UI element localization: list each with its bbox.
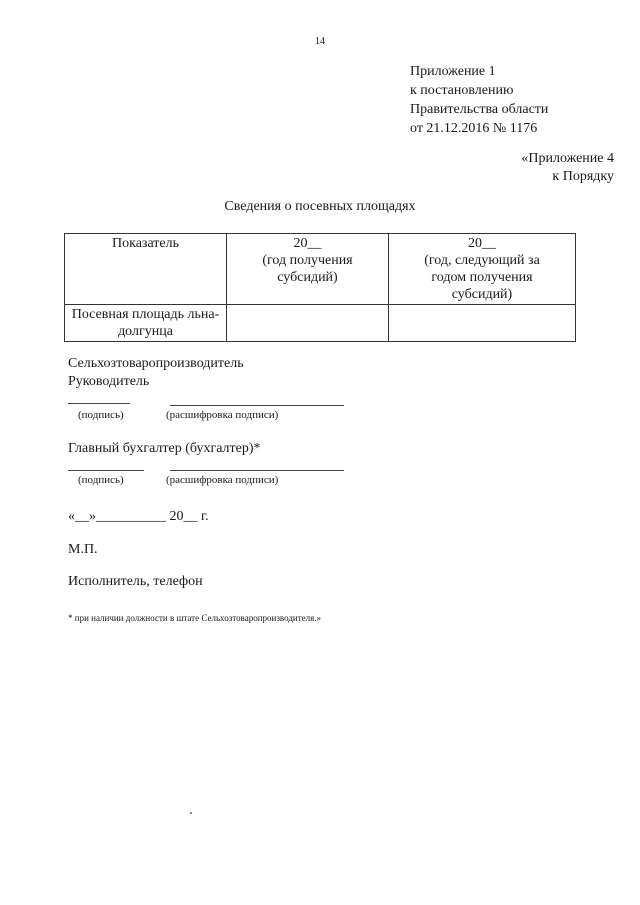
accountant-decode-label: (расшифровка подписи): [166, 474, 279, 486]
cell-subsidy-year-value[interactable]: [227, 305, 389, 342]
table-row: [65, 305, 576, 342]
cell-next-year-value[interactable]: [389, 305, 576, 342]
head-signature-line[interactable]: [68, 403, 130, 404]
appendix-line-1: Приложение 1: [410, 64, 496, 79]
footnote: * при наличии должности в штате Сельхозтоваропроизводителя.»: [68, 613, 322, 623]
header-subsidy-year: 20__ (год получения субсидий): [227, 234, 389, 305]
head-signature-label: (подпись): [78, 409, 124, 421]
appendix-line-2: к постановлению: [410, 83, 514, 98]
page-number: 14: [315, 36, 325, 47]
header-next-year: 20__ (год, следующий за годом получения субсидий): [389, 234, 576, 305]
appendix-reference: [410, 62, 548, 138]
prev-appendix-line-2: к Порядку: [552, 169, 614, 184]
appendix-line-3: Правительства области: [410, 102, 549, 117]
date-line[interactable]: «__»__________ 20__ г.: [68, 509, 209, 524]
producer-block: [68, 355, 244, 391]
accountant-signature-line[interactable]: [68, 470, 144, 471]
header-indicator: Показатель: [65, 234, 227, 305]
producer-head-label: Руководитель: [68, 374, 150, 389]
accountant-title: Главный бухгалтер (бухгалтер)*: [68, 441, 261, 456]
head-decode-label: (расшифровка подписи): [166, 409, 279, 421]
document-title: Сведения о посевных площадях: [224, 199, 416, 214]
accountant-signature-label: (подпись): [78, 474, 124, 486]
seal-label: М.П.: [68, 542, 98, 557]
row-label-flax-area: Посевная площадь льна- долгунца: [65, 305, 227, 342]
previous-appendix-reference: [521, 150, 614, 186]
executor-phone-label: Исполнитель, телефон: [68, 574, 203, 589]
sown-areas-table: [64, 233, 576, 342]
prev-appendix-line-1: «Приложение 4: [521, 151, 614, 166]
scan-speck: [190, 812, 192, 814]
table-header-row: [65, 234, 576, 305]
head-decode-line[interactable]: [170, 405, 344, 406]
producer-org-label: Сельхозтоваропроизводитель: [68, 356, 244, 371]
accountant-decode-line[interactable]: [170, 470, 344, 471]
appendix-line-4: от 21.12.2016 № 1176: [410, 121, 538, 136]
